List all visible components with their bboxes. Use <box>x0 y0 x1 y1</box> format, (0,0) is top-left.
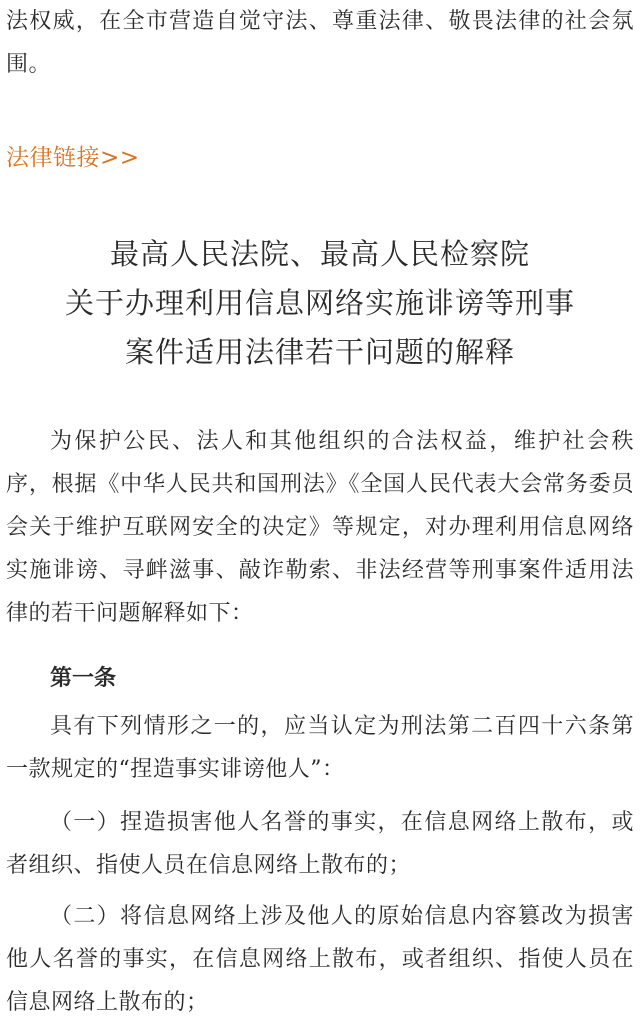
preamble-paragraph: 为保护公民、法人和其他组织的合法权益，维护社会秩序，根据《中华人民共和国刑法》《全国人民代表大会常务委员会关于维护互联网安全的决定》等规定，对办理利用信息网络实施诽谤、寻衅滋事、敲诈勒索、非法经营等刑事案件适用法律的若干问题解释如下： <box>6 429 634 626</box>
title-line-3: 案件适用法律若干问题的解释 <box>124 335 515 369</box>
intro-tail-paragraph: 法权威，在全市营造自觉守法、尊重法律、敬畏法律的社会氛围。 <box>6 9 634 77</box>
article-1-lead: 具有下列情形之一的，应当认定为刑法第二百四十六条第一款规定的“捏造事实诽谤他人”： <box>6 714 634 782</box>
law-link-heading[interactable]: 法律链接>> <box>6 145 140 171</box>
title-line-1: 最高人民法院、最高人民检察院 <box>109 237 530 271</box>
article-1-heading: 第一条 <box>50 665 117 691</box>
article-1-item-1: （一）捏造损害他人名誉的事实，在信息网络上散布，或者组织、指使人员在信息网络上散布的； <box>6 810 634 878</box>
title-line-2: 关于办理利用信息网络实施诽谤等刑事 <box>64 286 575 320</box>
article-1-item-2: （二）将信息网络上涉及他人的原始信息内容篡改为损害他人名誉的事实，在信息网络上散布，或者组织、指使人员在信息网络上散布的； <box>6 904 634 1015</box>
